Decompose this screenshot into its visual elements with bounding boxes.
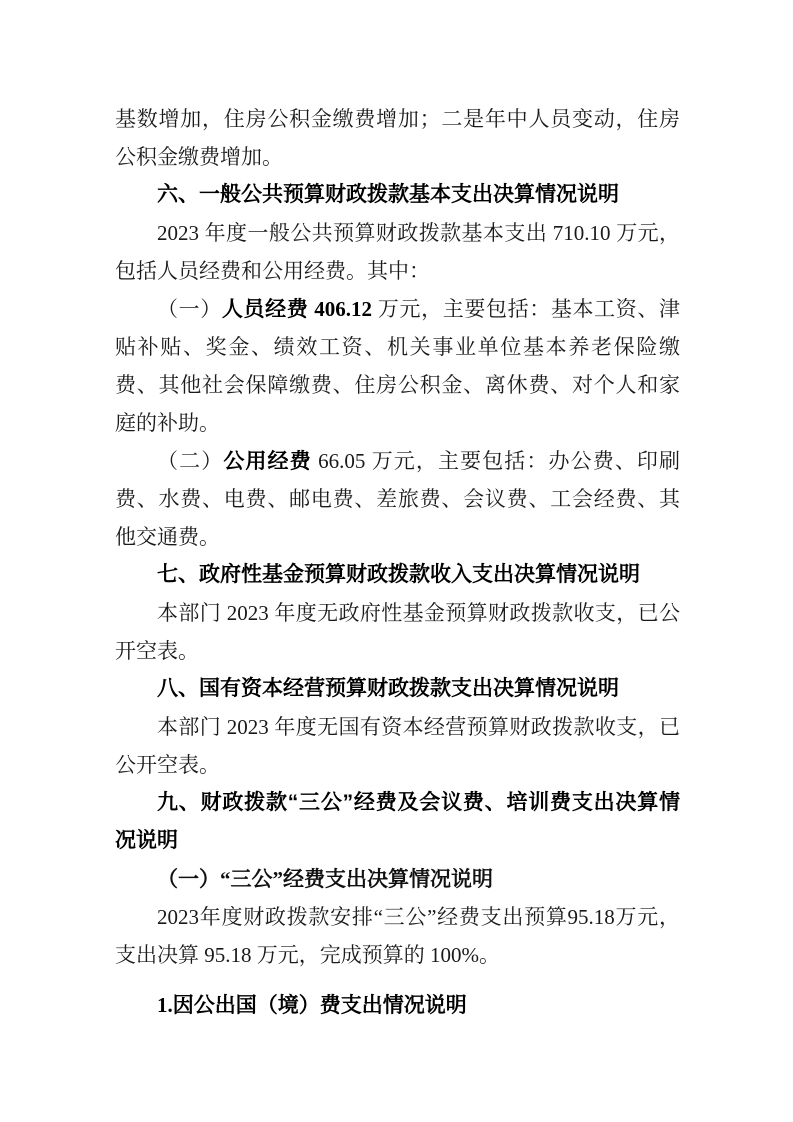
text-run: （一） [157,297,222,321]
paragraph-basic-expenditure [115,214,680,290]
paragraph-gov-fund [115,594,680,670]
subheading-text: （一）“三公”经费支出决算情况说明 [157,867,493,891]
heading-text: 七、政府性基金预算财政拨款收入支出决算情况说明 [157,563,640,586]
subheading-abroad-expense [115,986,680,1024]
text-run: 2023年度财政拨款安排“三公”经费支出预算95.18万元，支出决算 95.18 万元，完成预算的 100%。 [115,905,680,967]
paragraph-public-funds [115,442,680,556]
paragraph-personnel-funds [115,290,680,442]
text-run: 2023 年度一般公共预算财政拨款基本支出 710.10 万元，包括人员经费和公用经费。其中： [115,221,680,283]
heading-section-6 [115,176,680,214]
heading-text: 九、财政拨款“三公”经费及会议费、培训费支出决算情况说明 [115,791,680,852]
heading-text: 六、一般公共预算财政拨款基本支出决算情况说明 [157,183,619,206]
paragraph-continuation [115,100,680,176]
text-run: 万元，主要包括：基本工资、津贴补贴、奖金、绩效工资、机关事业单位基本养老保险缴费、其他社会保障缴费、住房公积金、离休费、对个人和家庭的补助。 [115,297,680,435]
document-body [115,100,680,1024]
text-run: 基数增加，住房公积金缴费增加；二是年中人员变动，住房公积金缴费增加。 [115,107,680,169]
heading-text: 八、国有资本经营预算财政拨款支出决算情况说明 [157,677,619,700]
heading-section-9 [115,784,680,860]
paragraph-state-capital [115,708,680,784]
heading-section-7 [115,556,680,594]
text-run: 本部门 2023 年度无国有资本经营预算财政拨款收支，已公开空表。 [115,715,680,777]
subheading-text: 1.因公出国（境）费支出情况说明 [157,993,467,1017]
text-run: （二） [157,449,224,473]
text-run-bold-personnel-funds: 人员经费 406.12 [221,297,372,321]
text-run: 本部门 2023 年度无政府性基金预算财政拨款收支，已公开空表。 [115,601,680,663]
text-run-bold-public-funds: 公用经费 [223,449,312,473]
heading-section-8 [115,670,680,708]
text-run: 66.05 万元，主要包括：办公费、印刷费、水费、电费、邮电费、差旅费、会议费、工会经费、其他交通费。 [115,449,681,549]
paragraph-sangong-budget [115,898,680,974]
subheading-sangong [115,860,680,898]
